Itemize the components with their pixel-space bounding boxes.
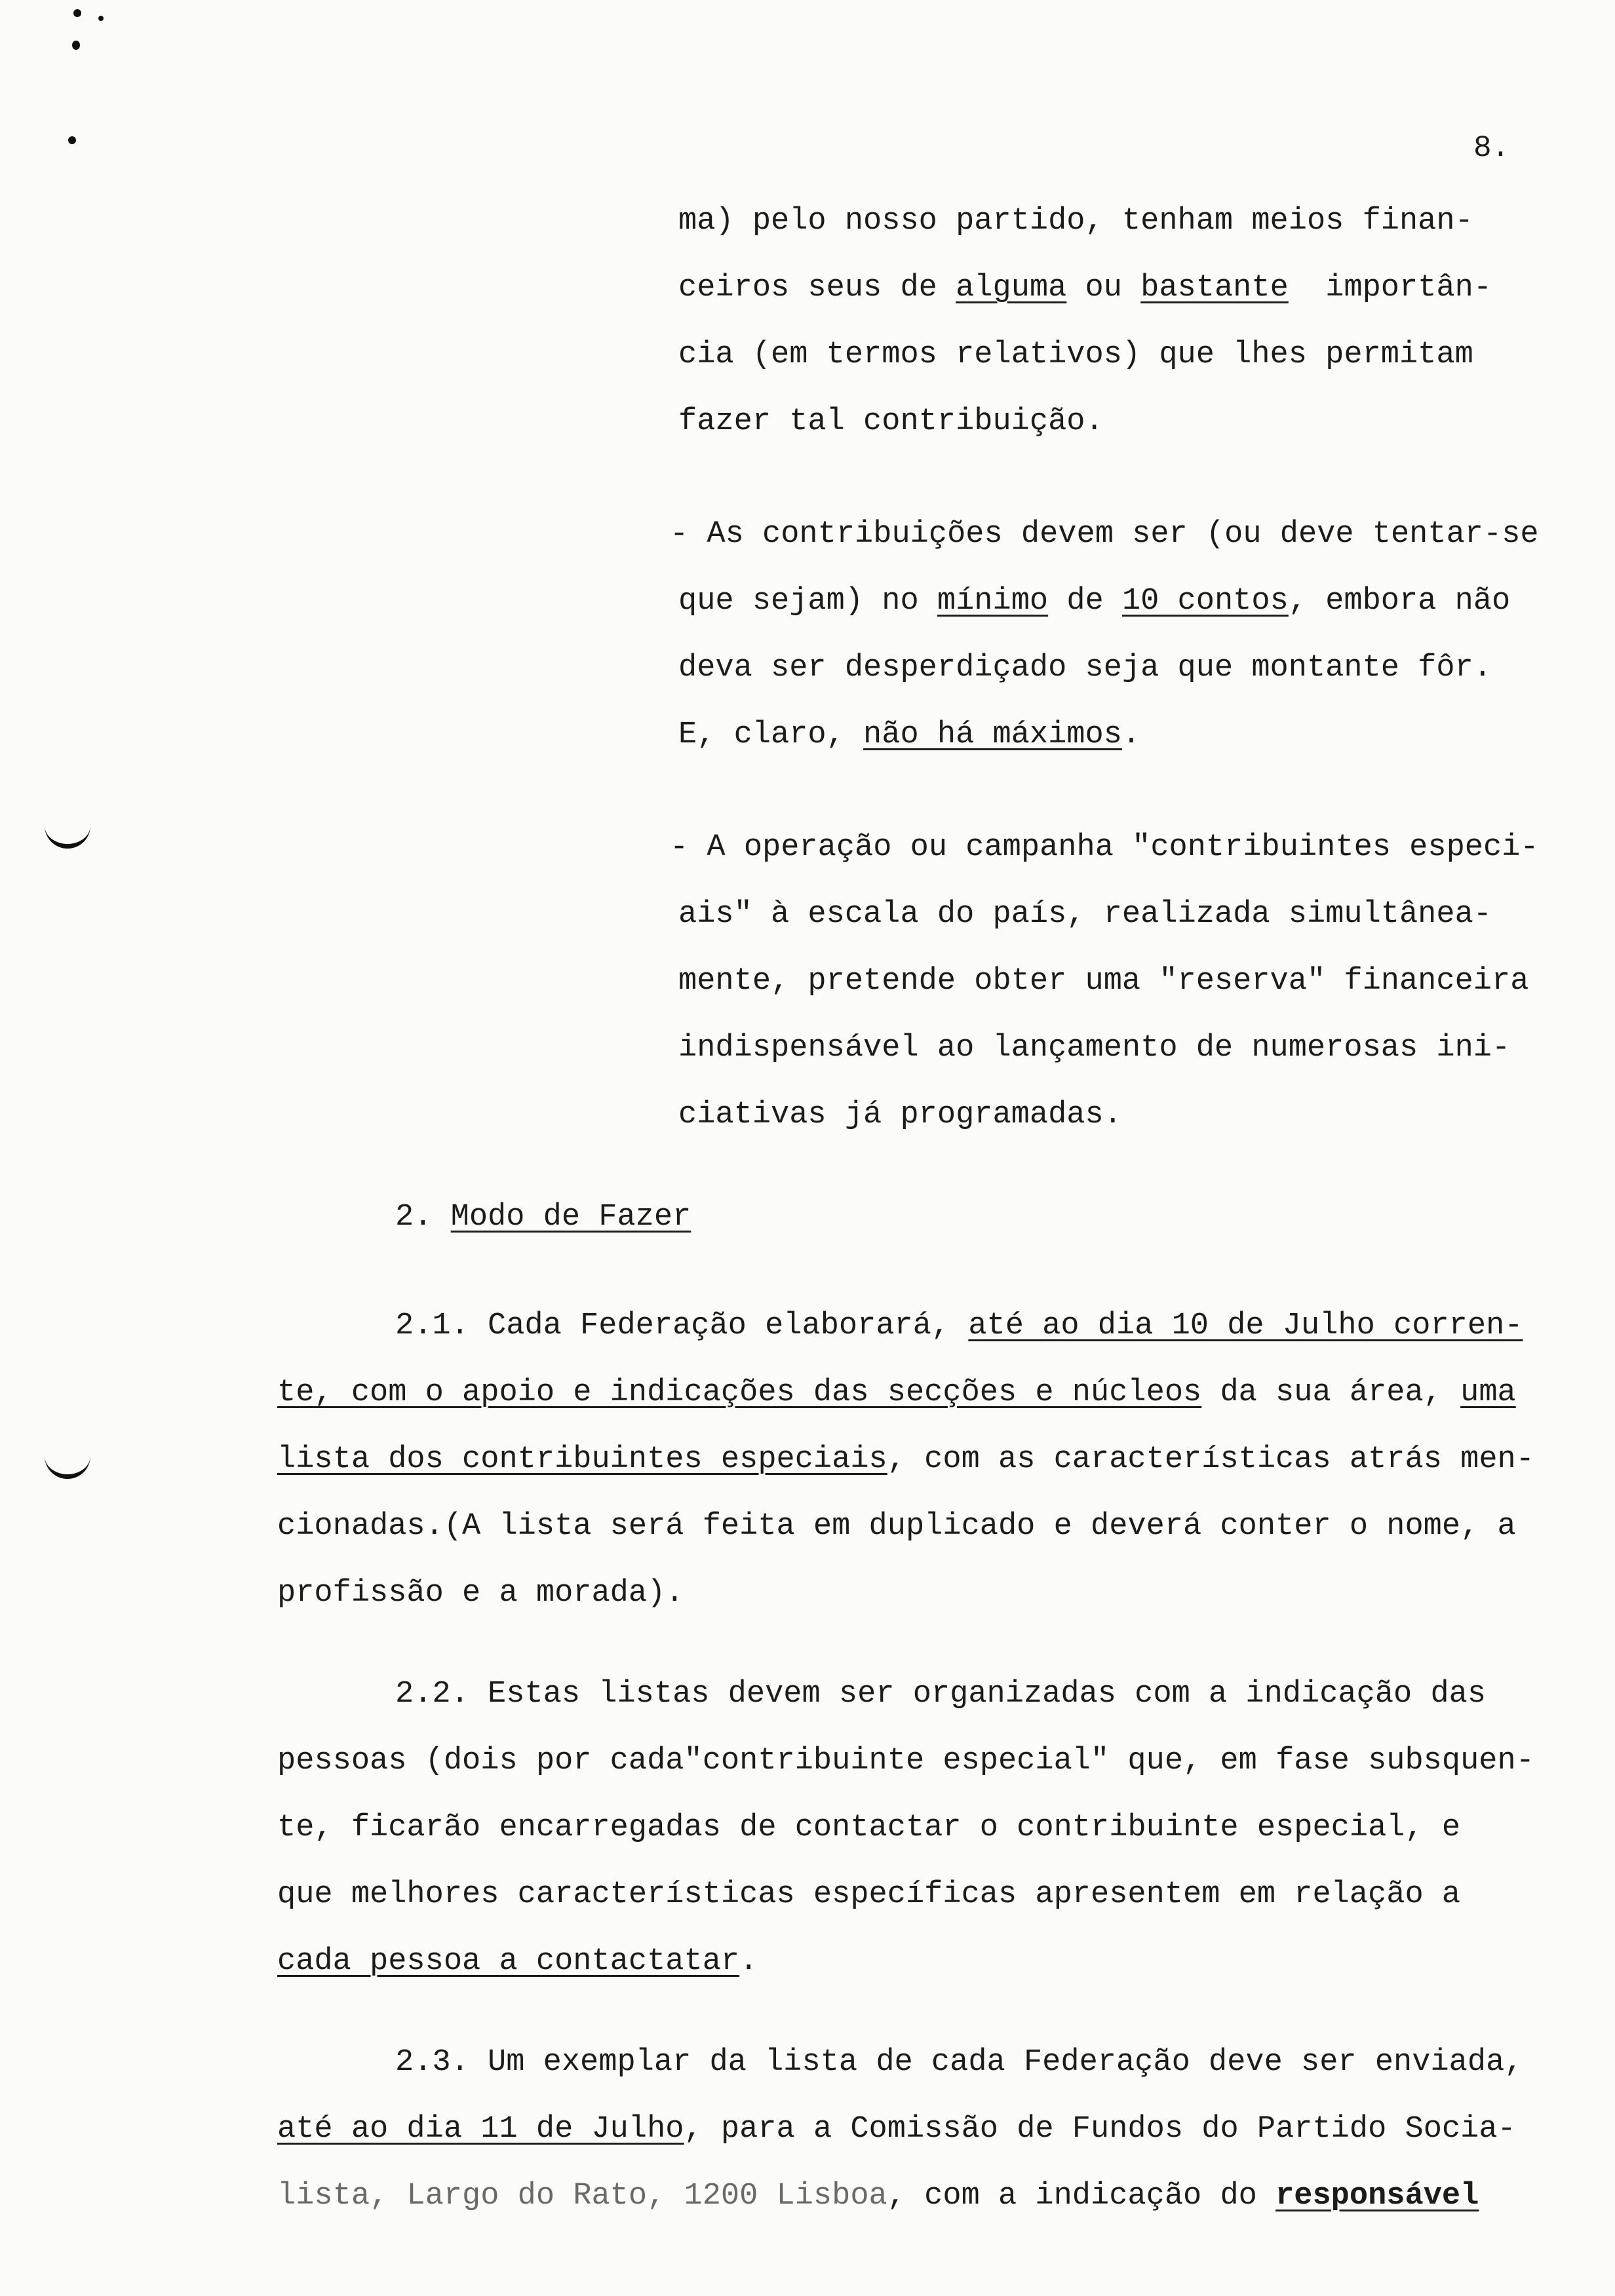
section-heading: 2. Modo de Fazer (395, 1200, 691, 1234)
underlined-text: até ao dia 11 de Julho (277, 2112, 684, 2147)
underlined-text: uma (1460, 1375, 1516, 1410)
underlined-text: mínimo (937, 584, 1049, 619)
page-number: 8. (1473, 131, 1510, 165)
text-line: te, ficarão encarregadas de contactar o contribuinte especial, e (277, 1810, 1461, 1845)
scan-dot (72, 41, 80, 50)
bullet-line: - As contribuições devem ser (ou deve tentar-se (670, 517, 1539, 552)
text-line: lista dos contribuintes especiais, com as características atrás men- (277, 1442, 1534, 1477)
underlined-text: lista dos contribuintes especiais (277, 1442, 887, 1477)
text-line: ma) pelo nosso partido, tenham meios finan- (678, 204, 1473, 239)
text-line: 2.3. Um exemplar da lista de cada Federação deve ser enviada, (395, 2045, 1523, 2080)
text-line: mente, pretende obter uma "reserva" financeira (678, 964, 1529, 999)
text-line: ceiros seus de alguma ou bastante importân- (678, 271, 1492, 305)
underlined-text: 10 contos (1121, 584, 1289, 619)
underlined-text: responsável (1275, 2179, 1479, 2213)
underlined-text: te, com o apoio e indicações das secções e núcleos (277, 1375, 1202, 1410)
text-line: te, com o apoio e indicações das secções e núcleos da sua área, uma (277, 1375, 1516, 1410)
underlined-text: cada pessoa a contactatar (277, 1944, 740, 1979)
text-line: cada pessoa a contactatar. (277, 1944, 758, 1979)
text-line: ciativas já programadas. (678, 1098, 1122, 1132)
text-line: E, claro, não há máximos. (678, 718, 1141, 752)
text-line: que melhores características específicas apresentem em relação a (277, 1877, 1461, 1912)
punch-hole-mark (45, 818, 90, 849)
text-line: 2.2. Estas listas devem ser organizadas com a indicação das (395, 1677, 1487, 1712)
scan-dot (98, 16, 104, 21)
text-line: pessoas (dois por cada"contribuinte especial" que, em fase subsquen- (277, 1744, 1534, 1778)
text-line: 2.1. Cada Federação elaborará, até ao dia 10 de Julho corren- (395, 1309, 1523, 1343)
text-line: fazer tal contribuição. (678, 404, 1104, 439)
text-line: cionadas.(A lista será feita em duplicado e deverá conter o nome, a (277, 1509, 1516, 1544)
underlined-text: bastante (1140, 271, 1289, 305)
section-title: Modo de Fazer (450, 1200, 691, 1234)
underlined-text: não há máximos (863, 718, 1122, 752)
text-line: profissão e a morada). (277, 1576, 684, 1611)
punch-hole-mark (45, 1448, 90, 1479)
text-line: até ao dia 11 de Julho, para a Comissão de Fundos do Partido Socia- (277, 2112, 1516, 2147)
text-line: cia (em termos relativos) que lhes permitam (678, 337, 1473, 372)
text-line: indispensável ao lançamento de numerosas ini- (678, 1031, 1511, 1065)
text-line: deva ser desperdiçado seja que montante fôr. (678, 651, 1492, 685)
scan-dot (68, 136, 76, 144)
faded-text: lista, Largo do Rato, 1200 Lisboa (277, 2179, 887, 2213)
scan-dot (73, 9, 81, 17)
text-line: ais" à escala do país, realizada simultânea- (678, 897, 1492, 932)
text-line: lista, Largo do Rato, 1200 Lisboa, com a indicação do responsável (277, 2179, 1479, 2213)
text-line: que sejam) no mínimo de 10 contos, embora não (678, 584, 1511, 619)
bullet-line: - A operação ou campanha "contribuintes especi- (670, 830, 1539, 865)
underlined-text: até ao dia 10 de Julho corren- (968, 1309, 1523, 1343)
underlined-text: alguma (956, 271, 1067, 305)
